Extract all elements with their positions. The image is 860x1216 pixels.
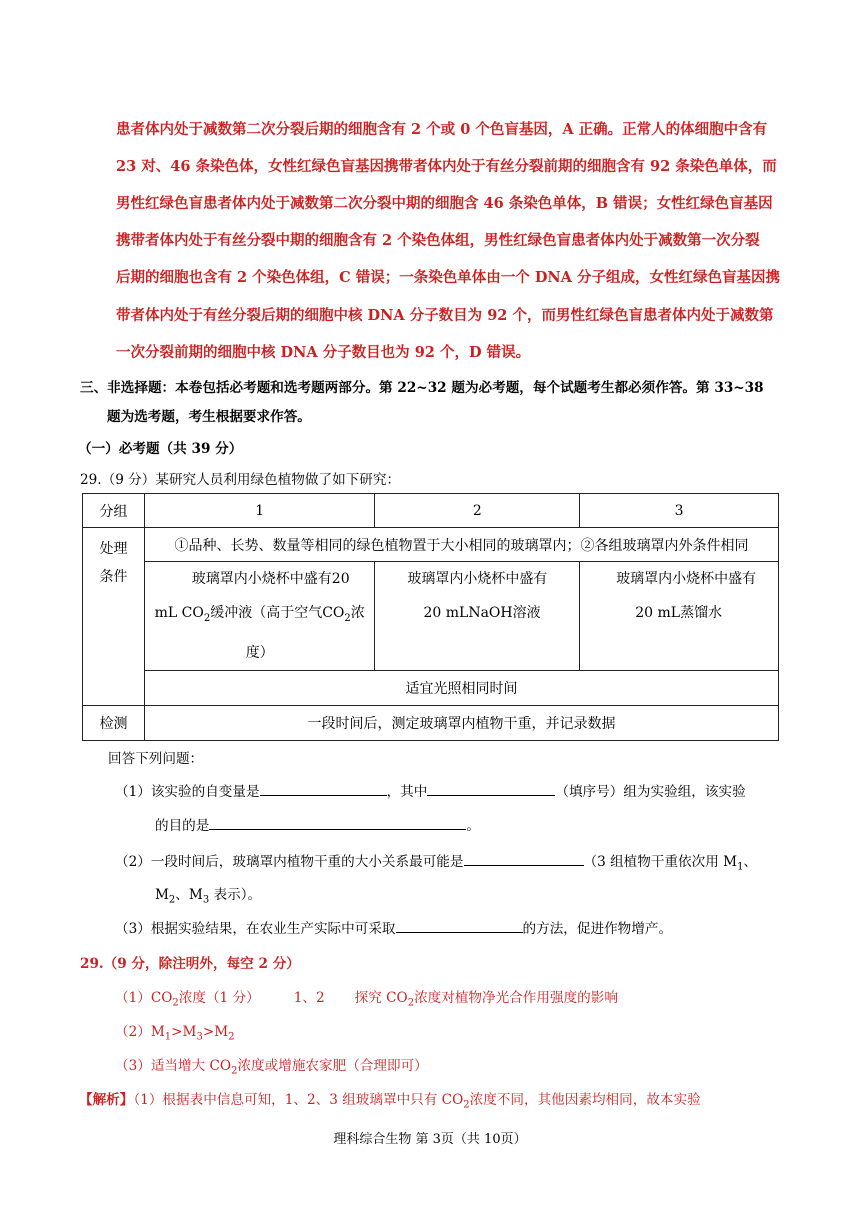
explanation-line: 男性红绿色盲患者体内处于减数第二次分裂中期的细胞含 46 条染色单体，B 错误；女性红绿色盲基因 bbox=[116, 195, 773, 212]
explanation-line: 一次分裂前期的细胞中核 DNA 分子数目也为 92 个，D 错误。 bbox=[116, 344, 531, 361]
detect-content: 一段时间后，测定玻璃罩内植物干重，并记录数据 bbox=[144, 705, 778, 740]
question-1-cont bbox=[155, 814, 480, 834]
common-condition: ①品种、长势、数量等相同的绿色植物置于大小相同的玻璃罩内；②各组玻璃罩内外条件相同 bbox=[144, 528, 778, 562]
treatment-label-text: 处理条件 bbox=[99, 541, 128, 585]
detect-label: 检测 bbox=[83, 705, 145, 740]
group-3-treatment bbox=[580, 562, 779, 671]
ans1-sub: 2 bbox=[172, 997, 179, 1009]
analysis-line bbox=[79, 1088, 701, 1111]
q2-text-a: （2）一段时间后，玻璃罩内植物干重的大小关系最可能是 bbox=[115, 854, 464, 870]
ans1-e: 浓度对植物净光合作用强度的影响 bbox=[414, 990, 618, 1006]
g3-line1: 玻璃罩内小烧杯中盛有 bbox=[616, 571, 757, 587]
q3-blank[interactable] bbox=[396, 918, 523, 933]
ans3-sub: 2 bbox=[231, 1065, 238, 1077]
header-group-2: 2 bbox=[375, 494, 580, 528]
ans1-b: 浓度（1 分） bbox=[178, 990, 260, 1006]
q3-text-a: （3）根据实验结果，在农业生产实际中可采取 bbox=[115, 921, 396, 937]
g1-sub: 2 bbox=[203, 612, 211, 624]
group-1-treatment bbox=[144, 562, 375, 671]
answer-prompt: 回答下列问题： bbox=[108, 751, 204, 767]
ans1-d: 探究 CO bbox=[354, 990, 408, 1006]
ans1-c: 1、2 bbox=[293, 990, 325, 1006]
ans1-sub: 2 bbox=[407, 997, 415, 1009]
g1-line3: 度） bbox=[245, 644, 274, 661]
analysis-text-a: （1）根据表中信息可知，1、2、3 组玻璃罩中只有 CO bbox=[133, 1092, 464, 1108]
header-group: 分组 bbox=[83, 494, 145, 528]
q2-text-f: 表示）。 bbox=[209, 887, 262, 903]
treatment-label bbox=[83, 528, 145, 706]
q2-text-e: 、M bbox=[175, 887, 203, 903]
q2-blank[interactable] bbox=[464, 851, 584, 866]
g1-sub: 2 bbox=[344, 612, 351, 624]
q1-text-e: 。 bbox=[466, 818, 480, 834]
section-heading: 三、非选择题：本卷包括必考题和选考题两部分。第 22~32 题为必考题，每个试题考生都必须作答。第 33~38 bbox=[80, 380, 764, 396]
answer-3 bbox=[115, 1054, 428, 1077]
light-condition: 适宜光照相同时间 bbox=[144, 670, 778, 705]
ans2-sub: 1 bbox=[164, 1031, 172, 1043]
ans3-a: （3）适当增大 CO bbox=[115, 1058, 232, 1074]
q1-text-d: 的目的是 bbox=[155, 818, 210, 834]
ans2-sub: 2 bbox=[228, 1031, 235, 1043]
q1-text-a: （1）该实验的自变量是 bbox=[115, 784, 260, 800]
ans1-a: （1）CO bbox=[115, 990, 173, 1006]
explanation-line: 携带者体内处于有丝分裂中期的细胞含有 2 个染色体组，男性红绿色盲患者体内处于减数第一次分裂 bbox=[116, 232, 760, 249]
ans2-sub: 3 bbox=[196, 1031, 203, 1043]
g2-line1: 玻璃罩内小烧杯中盛有 bbox=[407, 571, 548, 587]
q3-text-b: 的方法，促进作物增产。 bbox=[522, 921, 673, 937]
q2-sub: 2 bbox=[168, 894, 176, 906]
section-heading-cont: 题为选考题，考生根据要求作答。 bbox=[107, 409, 311, 425]
q2-text-b: （3 组植物干重依次用 M bbox=[583, 854, 738, 870]
group-2-treatment bbox=[375, 562, 580, 671]
analysis-tag: 【解析】 bbox=[79, 1092, 134, 1108]
explanation-line: 患者体内处于减数第二次分裂后期的细胞含有 2 个或 0 个色盲基因，A 正确。正常人的体细胞中含有 bbox=[116, 121, 768, 138]
header-group-3: 3 bbox=[580, 494, 779, 528]
q1-blank-1[interactable] bbox=[260, 781, 387, 796]
g1-line1: 玻璃罩内小烧杯中盛有20 bbox=[191, 571, 350, 587]
analysis-text-b: 浓度不同，其他因素均相同，故本实验 bbox=[469, 1092, 701, 1108]
q1-blank-3[interactable] bbox=[209, 815, 466, 830]
q2-sub: 1 bbox=[737, 861, 744, 873]
analysis-sub: 2 bbox=[463, 1099, 470, 1111]
q1-text-b: ，其中 bbox=[386, 784, 428, 800]
g1-line2c: 浓 bbox=[350, 605, 365, 621]
explanation-line: 23 对、46 条染色体，女性红绿色盲基因携带者体内处于有丝分裂前期的细胞含有 92 条染色单体，而 bbox=[116, 158, 777, 175]
answer-1 bbox=[115, 986, 618, 1009]
explanation-line: 带者体内处于有丝分裂后期的细胞中核 DNA 分子数目为 92 个，而男性红绿色盲患者体内处于减数第 bbox=[116, 307, 774, 324]
q2-text-c: 、 bbox=[743, 854, 758, 870]
explanation-line: 后期的细胞也含有 2 个染色体组，C 错误；一条染色单体由一个 DNA 分子组成，女性红绿色盲基因携 bbox=[116, 269, 780, 286]
g1-line2b: 缓冲液（高于空气CO bbox=[210, 605, 345, 621]
question-2-cont bbox=[155, 883, 261, 906]
q2-text-d: M bbox=[155, 887, 169, 903]
ans2-a: （2）M bbox=[115, 1024, 165, 1040]
ans3-b: 浓度或增施农家肥（合理即可） bbox=[237, 1058, 428, 1074]
q1-text-c: （填序号）组为实验组，该实验 bbox=[555, 784, 746, 800]
question-2 bbox=[115, 850, 757, 873]
question-29-intro: 29.（9 分）某研究人员利用绿色植物做了如下研究： bbox=[80, 472, 401, 488]
header-group-1: 1 bbox=[144, 494, 375, 528]
subsection-heading: （一）必考题（共 39 分） bbox=[78, 441, 243, 457]
g1-line2a: mL CO bbox=[154, 605, 204, 621]
ans2-c: >M bbox=[202, 1024, 229, 1040]
q1-blank-2[interactable] bbox=[427, 781, 555, 796]
experiment-table bbox=[82, 493, 779, 741]
question-1 bbox=[115, 780, 746, 800]
answer-2 bbox=[115, 1020, 235, 1043]
q2-sub: 3 bbox=[202, 894, 210, 906]
g2-line2: 20 mLNaOH溶液 bbox=[423, 605, 541, 621]
question-3 bbox=[115, 917, 672, 937]
ans2-b: >M bbox=[171, 1024, 197, 1040]
answer-heading: 29.（9 分，除注明外，每空 2 分） bbox=[80, 956, 300, 972]
g3-line2: 20 mL蒸馏水 bbox=[635, 605, 723, 621]
page-footer: 理科综合生物 第 3页（共 10页） bbox=[333, 1132, 527, 1147]
